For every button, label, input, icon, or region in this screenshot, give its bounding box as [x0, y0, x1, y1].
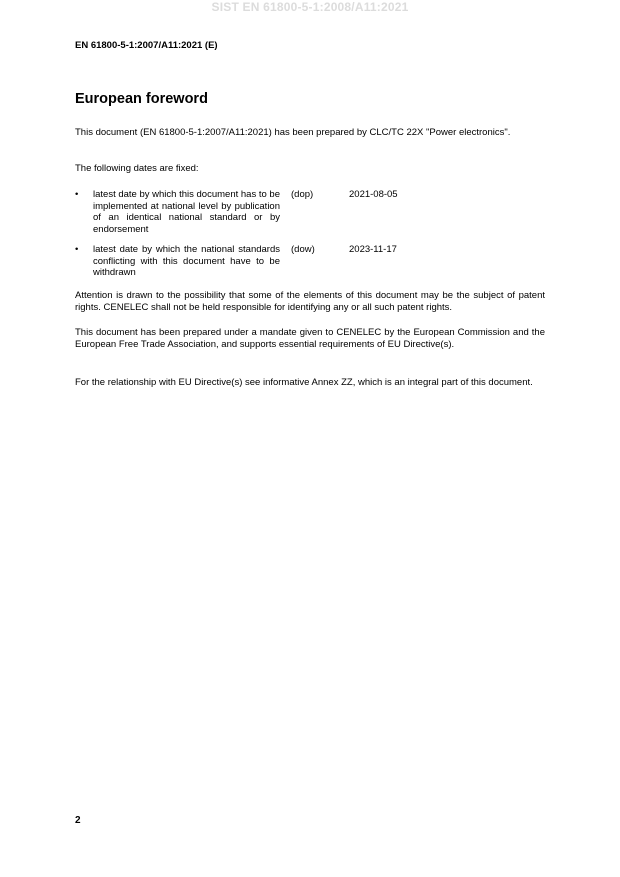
date-abbreviation: (dop) — [291, 189, 314, 200]
document-reference: EN 61800-5-1:2007/A11:2021 (E) — [75, 40, 218, 51]
section-heading: European foreword — [75, 91, 208, 107]
date-value: 2021-08-05 — [349, 189, 398, 200]
dates-intro: The following dates are fixed: — [75, 163, 199, 174]
watermark: SIST EN 61800-5-1:2008/A11:2021 — [211, 0, 409, 14]
bullet: • — [75, 244, 79, 255]
intro-paragraph: This document (EN 61800-5-1:2007/A11:2021) has been prepared by CLC/TC 22X "Power electronics". — [75, 127, 511, 138]
page-number: 2 — [75, 815, 81, 826]
date-value: 2023-11-17 — [349, 244, 397, 255]
mandate-paragraph: This document has been prepared under a mandate given to CENELEC by the European Commission and the European Free Trade Association, and supports essential requirements of EU Directive(s). — [75, 327, 545, 350]
date-abbreviation: (dow) — [291, 244, 315, 255]
date-description: latest date by which this document has to be implemented at national level by publication of an identical national standard or by endorsement — [93, 189, 280, 235]
attention-paragraph: Attention is drawn to the possibility that some of the elements of this document may be the subject of patent rights. CENELEC shall not be held responsible for identifying any or all such patent rights. — [75, 290, 545, 313]
date-description: latest date by which the national standards conflicting with this document have to be withdrawn — [93, 244, 280, 278]
bullet: • — [75, 189, 79, 200]
relationship-paragraph: For the relationship with EU Directive(s) see informative Annex ZZ, which is an integral part of this document. — [75, 377, 533, 388]
